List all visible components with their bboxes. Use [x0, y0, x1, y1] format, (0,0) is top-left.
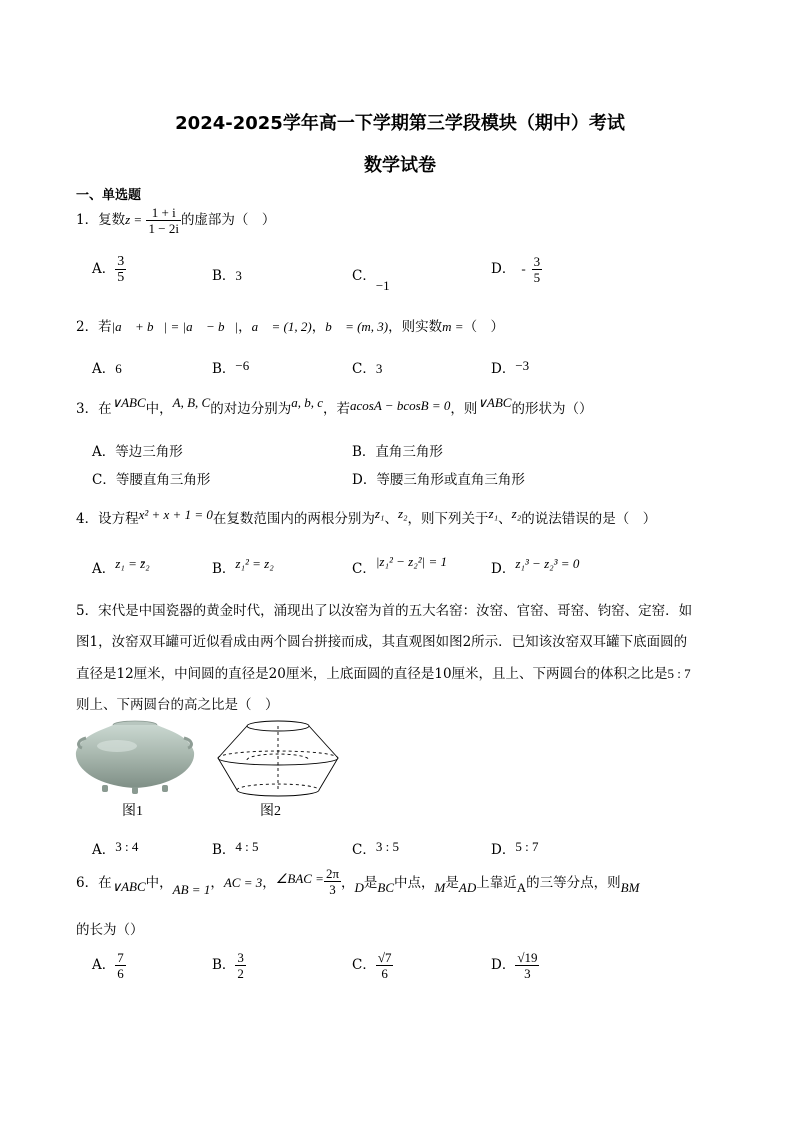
figure-1-caption: 图1	[122, 804, 143, 819]
option-5b[interactable]: B．4 : 5	[212, 839, 259, 858]
option-2d[interactable]: D．−3	[491, 358, 530, 377]
figure-2-caption: 图2	[260, 804, 281, 819]
option-2b[interactable]: B．−6	[212, 358, 250, 377]
option-1b[interactable]: B．3	[212, 268, 242, 284]
option-3d[interactable]: D．等腰三角形或直角三角形	[352, 472, 525, 488]
option-6b[interactable]: B． $\frac{3}{2}$	[212, 950, 244, 981]
question-5-line-3: 直径是12厘米，中间圆的直径是20厘米，上底面圆的直径是10厘米，且上、下两圆台的体积之比是5 : 7	[76, 666, 691, 682]
option-5a[interactable]: A．3 : 4	[92, 839, 139, 858]
option-4c[interactable]: C．|z₁² − z₂²| = 1	[352, 554, 447, 577]
question-5-line-4: 则上、下两圆台的高之比是（ ）	[76, 697, 279, 713]
exam-title: 2024-2025学年高一下学期第三学段模块（期中）考试	[175, 113, 625, 134]
question-1-fraction: $\frac{1 + i}{1 - 2i}$	[148, 205, 179, 236]
figure-2-frustum-diagram	[213, 716, 343, 798]
figure-1-jar-image	[72, 716, 202, 796]
option-4a[interactable]: A．z₁ = z̄₂	[92, 556, 150, 577]
option-4b[interactable]: B．z₁² = z₂	[212, 556, 274, 577]
option-6d[interactable]: D． $\frac{√19}{3}$	[491, 950, 538, 981]
option-1c[interactable]: C．−1	[352, 268, 390, 293]
question-2-stem: 2．若|a⃗ + b⃗| = |a⃗ − b⃗|，a⃗ = (1, 2)，b⃗ = (m, 3)，则实数m =（ ）	[76, 319, 505, 335]
question-6-line-2: 的长为（）	[76, 922, 144, 938]
option-4d[interactable]: D．z₁³ − z₂³ = 0	[491, 556, 580, 577]
section-heading: 一、单选题	[76, 188, 142, 203]
question-5-line-1: 5．宋代是中国瓷器的黄金时代，涌现出了以汝窑为首的五大名窑：汝窑、官窑、哥窑、钧窑、定窑．如	[76, 603, 693, 619]
option-1a[interactable]: A． $\frac{3}{5}$	[92, 254, 125, 285]
question-5-line-2: 图1，汝窑双耳罐可近似看成由两个圆台拼接而成，其直观图如图2所示．已知该汝窑双耳罐下底面圆的	[76, 634, 688, 650]
option-5d[interactable]: D．5 : 7	[491, 839, 539, 858]
option-1d[interactable]: D． - $\frac{3}{5}$	[491, 254, 541, 285]
question-4-stem: 4．设方程x² + x + 1 = 0在复数范围内的两根分别为z₁、z₂，则下列关于z₁、z₂的说法错误的是（ ）	[76, 506, 657, 527]
option-2c[interactable]: C．3	[352, 361, 383, 377]
option-6c[interactable]: C． $\frac{√7}{6}$	[352, 950, 392, 981]
question-6-stem: 6．在∨ABC中，AB = 1，AC = 3，∠BAC = $\frac{2\pi}{3}$ ，D是BC中点，M是AD上靠近A的三等分点，则BM	[76, 866, 640, 897]
option-3c[interactable]: C．等腰直角三角形	[92, 472, 211, 488]
exam-subtitle: 数学试卷	[364, 155, 436, 176]
question-1-stem: 1．复数z = $\frac{1 + i}{1 - 2i}$ 的虚部为（ ）	[76, 205, 276, 236]
option-3a[interactable]: A．等边三角形	[92, 444, 183, 460]
option-2a[interactable]: A．6	[92, 361, 122, 377]
question-3-stem: 3．在∨ABC中，A, B, C的对边分别为a, b, c，若acosA − bcosB = 0，则∨ABC的形状为（）	[76, 395, 593, 417]
option-5c[interactable]: C．3 : 5	[352, 839, 399, 858]
option-3b[interactable]: B．直角三角形	[352, 444, 443, 460]
option-6a[interactable]: A． $\frac{7}{6}$	[92, 950, 124, 981]
